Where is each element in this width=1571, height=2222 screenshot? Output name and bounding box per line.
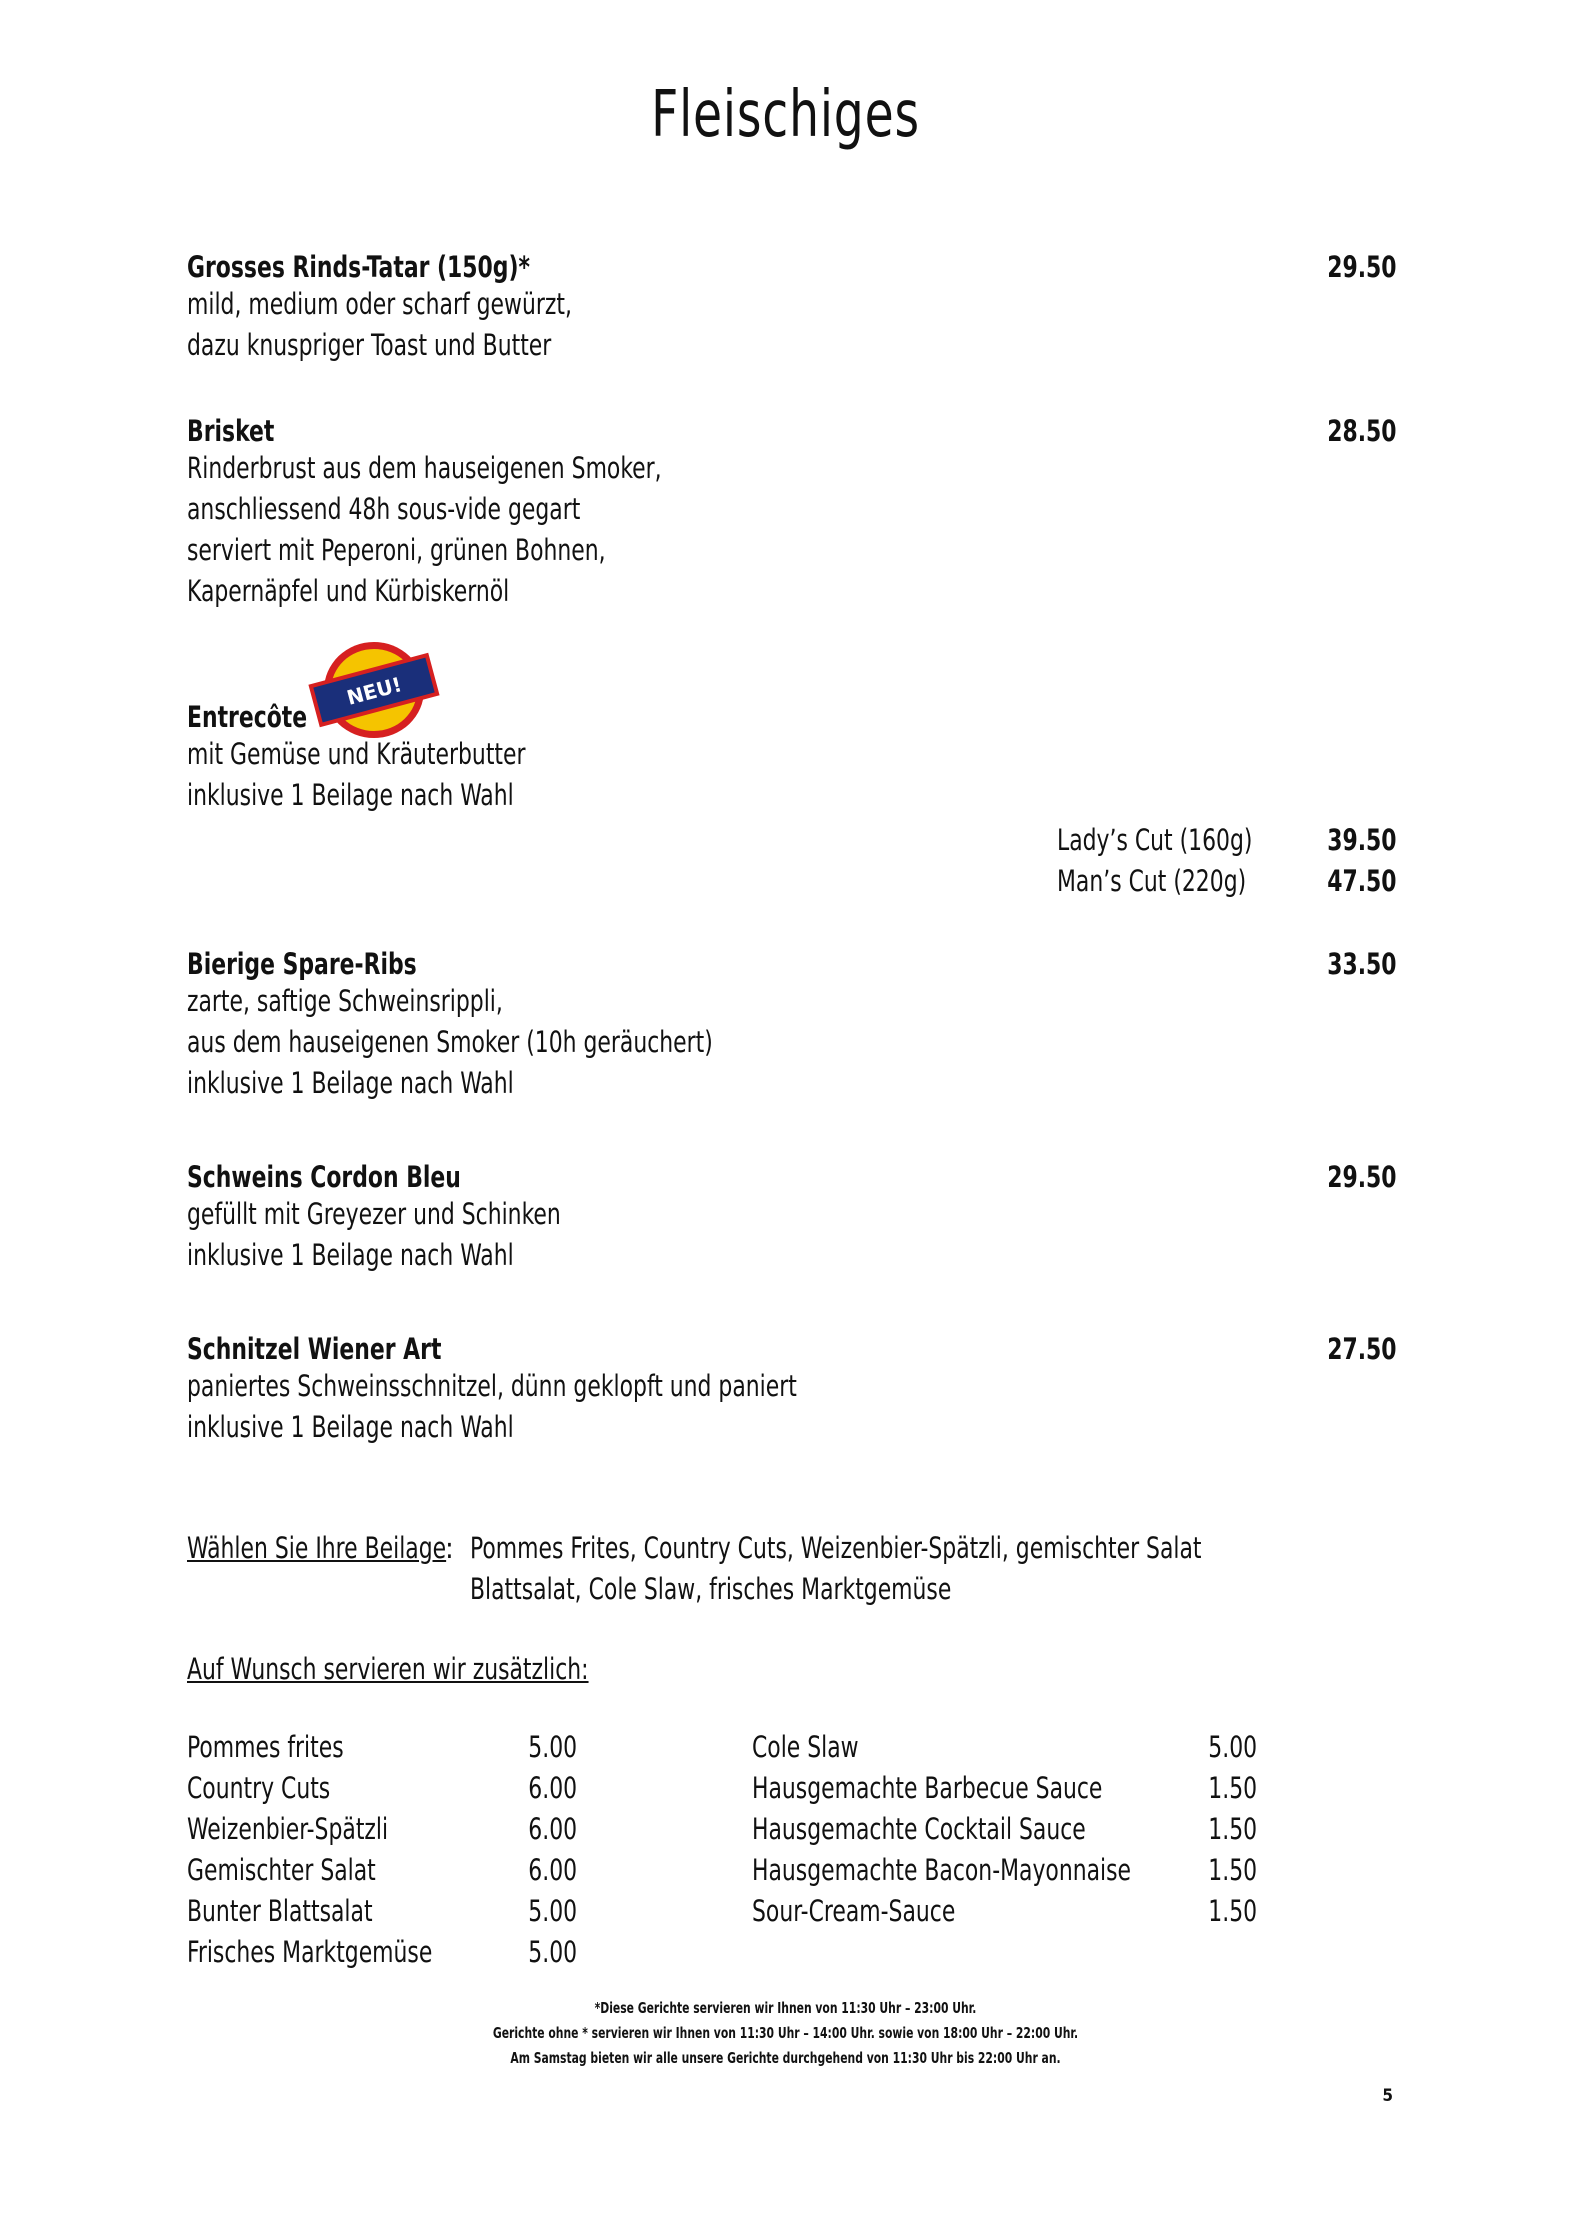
dish-description: inklusive 1 Beilage nach Wahl	[187, 778, 514, 812]
extra-name: Frisches Marktgemüse	[187, 1935, 433, 1969]
dish-description: inklusive 1 Beilage nach Wahl	[187, 1410, 514, 1444]
extra-name: Gemischter Salat	[187, 1853, 376, 1887]
dish-description: mild, medium oder scharf gewürzt,	[187, 287, 572, 321]
size-price: 47.50	[1327, 864, 1397, 898]
extra-item	[187, 1727, 577, 1768]
extra-name: Weizenbier-Spätzli	[187, 1812, 389, 1846]
extra-name: Cole Slaw	[752, 1730, 859, 1764]
dish-name: Bierige Spare-Ribs	[187, 947, 417, 981]
dish-price: 27.50	[1327, 1332, 1397, 1366]
sides-label: Wählen Sie Ihre Beilage	[187, 1531, 447, 1565]
badge-text: NEU!	[344, 672, 405, 710]
size-option	[1057, 823, 1397, 857]
dish-item	[187, 1160, 1397, 1276]
extra-item	[752, 1768, 1257, 1809]
dish-name: Entrecôte	[187, 700, 308, 734]
page-title: Fleischiges	[651, 78, 920, 152]
extra-price: 5.00	[528, 1730, 577, 1764]
page-number: 5	[1382, 2086, 1393, 2106]
dish-item	[187, 414, 1397, 612]
extra-price: 6.00	[528, 1812, 577, 1846]
footnote-line: Gerichte ohne * servieren wir Ihnen von 11:30 Uhr – 14:00 Uhr. sowie von 18:00 Uhr – 22:00 Uhr.	[492, 2024, 1079, 2042]
extra-price: 1.50	[1208, 1894, 1257, 1928]
dish-price: 29.50	[1327, 1160, 1397, 1194]
dish-description: Kapernäpfel und Kürbiskernöl	[187, 574, 510, 608]
size-label: Lady’s Cut (160g)	[1057, 823, 1253, 857]
footnote-line: *Diese Gerichte servieren wir Ihnen von 11:30 Uhr – 23:00 Uhr.	[594, 1999, 977, 2017]
extras-list-right	[752, 1727, 1257, 1932]
dish-description: mit Gemüse und Kräuterbutter	[187, 737, 526, 771]
footnote-line: Am Samstag bieten wir alle unsere Gerichte durchgehend von 11:30 Uhr bis 22:00 Uhr an.	[510, 2049, 1061, 2067]
extra-name: Hausgemachte Barbecue Sauce	[752, 1771, 1103, 1805]
extra-name: Pommes frites	[187, 1730, 344, 1764]
dish-description: inklusive 1 Beilage nach Wahl	[187, 1066, 514, 1100]
dish-price: 28.50	[1327, 414, 1397, 448]
extra-item	[187, 1809, 577, 1850]
dish-item	[187, 700, 1397, 816]
dish-name: Schnitzel Wiener Art	[187, 1332, 442, 1366]
extra-item	[752, 1850, 1257, 1891]
dish-description: gefüllt mit Greyezer und Schinken	[187, 1197, 561, 1231]
extra-item	[187, 1932, 577, 1973]
dish-price: 29.50	[1327, 250, 1397, 284]
dish-description: serviert mit Peperoni, grünen Bohnen,	[187, 533, 606, 567]
extra-item	[752, 1891, 1257, 1932]
dish-description: Rinderbrust aus dem hauseigenen Smoker,	[187, 451, 662, 485]
extra-item	[187, 1768, 577, 1809]
extra-item	[752, 1727, 1257, 1768]
extra-price: 5.00	[528, 1935, 577, 1969]
footnotes	[0, 1996, 1571, 2071]
sides-options-line: Pommes Frites, Country Cuts, Weizenbier-Spätzli, gemischter Salat	[470, 1531, 1202, 1565]
extra-price: 5.00	[1208, 1730, 1257, 1764]
extra-name: Hausgemachte Cocktail Sauce	[752, 1812, 1086, 1846]
dish-description: paniertes Schweinsschnitzel, dünn geklopft und paniert	[187, 1369, 797, 1403]
extra-price: 6.00	[528, 1771, 577, 1805]
extra-name: Sour-Cream-Sauce	[752, 1894, 956, 1928]
dish-name: Schweins Cordon Bleu	[187, 1160, 461, 1194]
extras-heading: Auf Wunsch servieren wir zusätzlich:	[187, 1652, 589, 1686]
extra-price: 1.50	[1208, 1812, 1257, 1846]
sides-colon: :	[445, 1531, 454, 1565]
dish-name: Grosses Rinds-Tatar (150g)*	[187, 250, 530, 284]
dish-item	[187, 1332, 1397, 1448]
extra-name: Country Cuts	[187, 1771, 331, 1805]
extra-item	[187, 1850, 577, 1891]
extra-name: Hausgemachte Bacon-Mayonnaise	[752, 1853, 1132, 1887]
dish-description: aus dem hauseigenen Smoker (10h geräuchert)	[187, 1025, 713, 1059]
dish-price: 33.50	[1327, 947, 1397, 981]
size-option	[1057, 864, 1397, 898]
extra-price: 1.50	[1208, 1771, 1257, 1805]
dish-item	[187, 947, 1397, 1104]
sides-section	[187, 1528, 1202, 1606]
dish-item	[187, 250, 1397, 366]
dish-description: zarte, saftige Schweinsrippli,	[187, 984, 503, 1018]
dish-name: Brisket	[187, 414, 275, 448]
extra-item	[752, 1809, 1257, 1850]
dish-description: anschliessend 48h sous-vide gegart	[187, 492, 581, 526]
extras-list-left	[187, 1727, 577, 1973]
dish-description: dazu knuspriger Toast und Butter	[187, 328, 552, 362]
extra-name: Bunter Blattsalat	[187, 1894, 373, 1928]
extra-price: 5.00	[528, 1894, 577, 1928]
extra-price: 6.00	[528, 1853, 577, 1887]
extra-price: 1.50	[1208, 1853, 1257, 1887]
extra-item	[187, 1891, 577, 1932]
size-price: 39.50	[1327, 823, 1397, 857]
sides-options-line: Blattsalat, Cole Slaw, frisches Marktgemüse	[470, 1572, 952, 1606]
dish-description: inklusive 1 Beilage nach Wahl	[187, 1238, 514, 1272]
size-label: Man’s Cut (220g)	[1057, 864, 1247, 898]
